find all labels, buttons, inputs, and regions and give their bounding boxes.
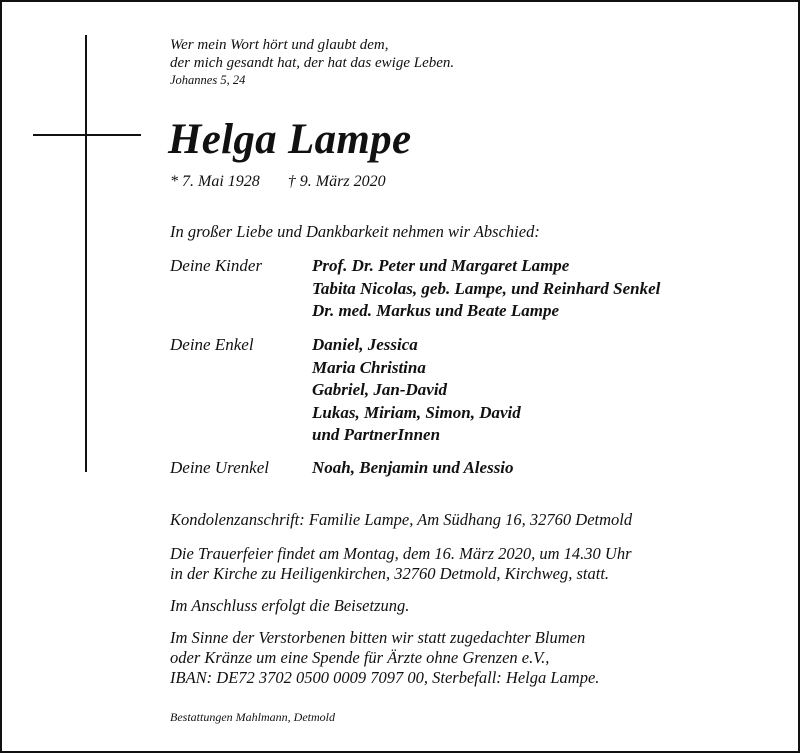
funeral-line: Die Trauerfeier findet am Montag, dem 16. März 2020, um 14.30 Uhr xyxy=(170,544,632,563)
family-label: Deine Urenkel xyxy=(170,458,269,477)
family-name-line: Noah, Benjamin und Alessio xyxy=(312,458,514,477)
burial-info: Im Anschluss erfolgt die Beisetzung. xyxy=(170,596,410,615)
death-date: † 9. März 2020 xyxy=(287,173,386,190)
family-name-line: und PartnerInnen xyxy=(312,425,441,444)
verse-reference: Johannes 5, 24 xyxy=(170,73,246,87)
family-name-line: Maria Christina xyxy=(312,357,426,377)
family-name-line: Daniel, Jessica xyxy=(312,335,418,354)
undertaker-credit: Bestattungen Mahlmann, Detmold xyxy=(170,710,335,724)
family-label: Deine Enkel xyxy=(170,335,254,354)
condolence-address: Kondolenzanschrift: Familie Lampe, Am Südhang 16, 32760 Detmold xyxy=(170,510,633,529)
family-name-line: Prof. Dr. Peter und Margaret Lampe xyxy=(312,256,570,275)
family-name-line: Gabriel, Jan-David xyxy=(312,380,448,399)
bible-verse xyxy=(170,36,454,88)
donation-line: Im Sinne der Verstorbenen bitten wir statt zugedachter Blumen xyxy=(170,628,586,647)
donation-request xyxy=(170,628,599,688)
family-label: Deine Kinder xyxy=(170,256,263,275)
family-names xyxy=(312,334,521,447)
donation-line: oder Kränze um eine Spende für Ärzte ohne Grenzen e.V., xyxy=(170,648,550,667)
verse-line: Wer mein Wort hört und glaubt dem, xyxy=(170,37,389,53)
life-dates xyxy=(170,172,386,192)
deceased-name: Helga Lampe xyxy=(168,116,412,163)
family-name-line: Tabita Nicolas, geb. Lampe, und Reinhard Senkel xyxy=(312,278,661,298)
family-name-line: Lukas, Miriam, Simon, David xyxy=(312,402,521,422)
family-names xyxy=(312,255,660,323)
birth-date: * 7. Mai 1928 xyxy=(170,173,260,190)
farewell-intro: In großer Liebe und Dankbarkeit nehmen wir Abschied: xyxy=(170,222,540,241)
cross-horizontal-bar xyxy=(33,134,141,136)
verse-line: der mich gesandt hat, der hat das ewige Leben. xyxy=(170,55,455,71)
family-names xyxy=(312,457,514,480)
cross-vertical-bar xyxy=(85,35,87,472)
funeral-line: in der Kirche zu Heiligenkirchen, 32760 Detmold, Kirchweg, statt. xyxy=(170,564,610,583)
family-name-line: Dr. med. Markus und Beate Lampe xyxy=(312,301,559,320)
funeral-service-info xyxy=(170,544,632,584)
donation-line: IBAN: DE72 3702 0500 0009 7097 00, Sterbefall: Helga Lampe. xyxy=(170,668,600,687)
